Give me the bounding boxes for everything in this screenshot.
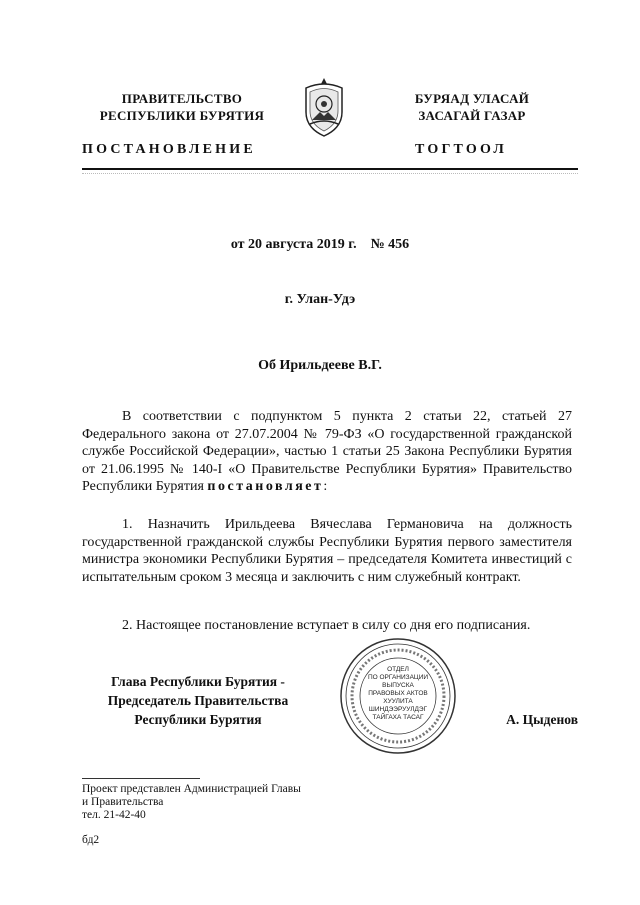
footer-line1: Проект представлен Администрацией Главы — [82, 783, 301, 795]
footer-divider — [82, 778, 200, 779]
stamp-text: ОТДЕЛ ПО ОРГАНИЗАЦИИ ВЫПУСКА ПРАВОВЫХ АКТОВ ХУУЛИТА ШИНДЭЭРУУЛДЭГ ТАЙГАХА ТАСАГ — [367, 666, 429, 721]
gov-name-line2: РЕСПУБЛИКИ БУРЯТИЯ — [99, 108, 265, 123]
preamble-text: В соответствии с подпунктом 5 пункта 2 статьи 22, статьей 27 Федерального закона от 27.07.2004 № 79-ФЗ «О государственной гражданской службе Российской Федерации», частью 1 статьи 25 Закона Республики Бурятия от 21.06.1995 № 140-I «О Правительстве Республики Бурятия» Правительство Республики Бурятия — [82, 409, 572, 494]
date-number: от 20 августа 2019 г. № 456 — [230, 237, 410, 252]
position-line1: Глава Республики Бурятия - — [111, 674, 285, 689]
gov-name-bur-line2: ЗАСАГАЙ ГАЗАР — [418, 108, 526, 123]
gov-name-line1: ПРАВИТЕЛЬСТВО — [121, 91, 243, 106]
header-dotted-line — [82, 173, 578, 175]
signatory-name: А. Цыденов — [506, 712, 578, 727]
resolves-colon: : — [323, 479, 328, 494]
position-line3: Республики Бурятия — [134, 712, 262, 727]
footer-note — [82, 783, 301, 822]
item-1-paragraph: 1. Назначить Ирильдеева Вячеслава Германовича на должность государственной гражданской службы Республики Бурятия первого заместителя министра экономики Республики Бурятия – председателя Комитета инвестиций с испытательным сроком 3 месяца и заключить с ним служебный контракт. — [82, 517, 572, 585]
doc-code: бд2 — [82, 834, 100, 846]
gov-name-bur-line1: БУРЯАД УЛАСАЙ — [414, 91, 530, 106]
footer-line3: тел. 21-42-40 — [82, 809, 146, 821]
doc-type-ru: ПОСТАНОВЛЕНИЕ — [82, 142, 256, 157]
item-2-paragraph: 2. Настоящее постановление вступает в силу со дня его подписания. — [122, 618, 531, 633]
city: г. Улан-Удэ — [284, 292, 356, 307]
header-divider — [82, 168, 578, 170]
footer-line2: и Правительства — [82, 796, 164, 808]
signatory-position — [82, 672, 314, 729]
coat-of-arms-emblem — [300, 76, 348, 138]
resolves-word: постановляет — [207, 479, 324, 494]
header-left — [82, 90, 282, 124]
header-right — [372, 90, 572, 124]
position-line2: Председатель Правительства — [107, 693, 289, 708]
preamble-paragraph — [82, 408, 572, 496]
document-title: Об Ирильдееве В.Г. — [258, 358, 382, 373]
doc-type-bur: ТОГТООЛ — [415, 142, 508, 157]
official-stamp — [338, 636, 458, 756]
